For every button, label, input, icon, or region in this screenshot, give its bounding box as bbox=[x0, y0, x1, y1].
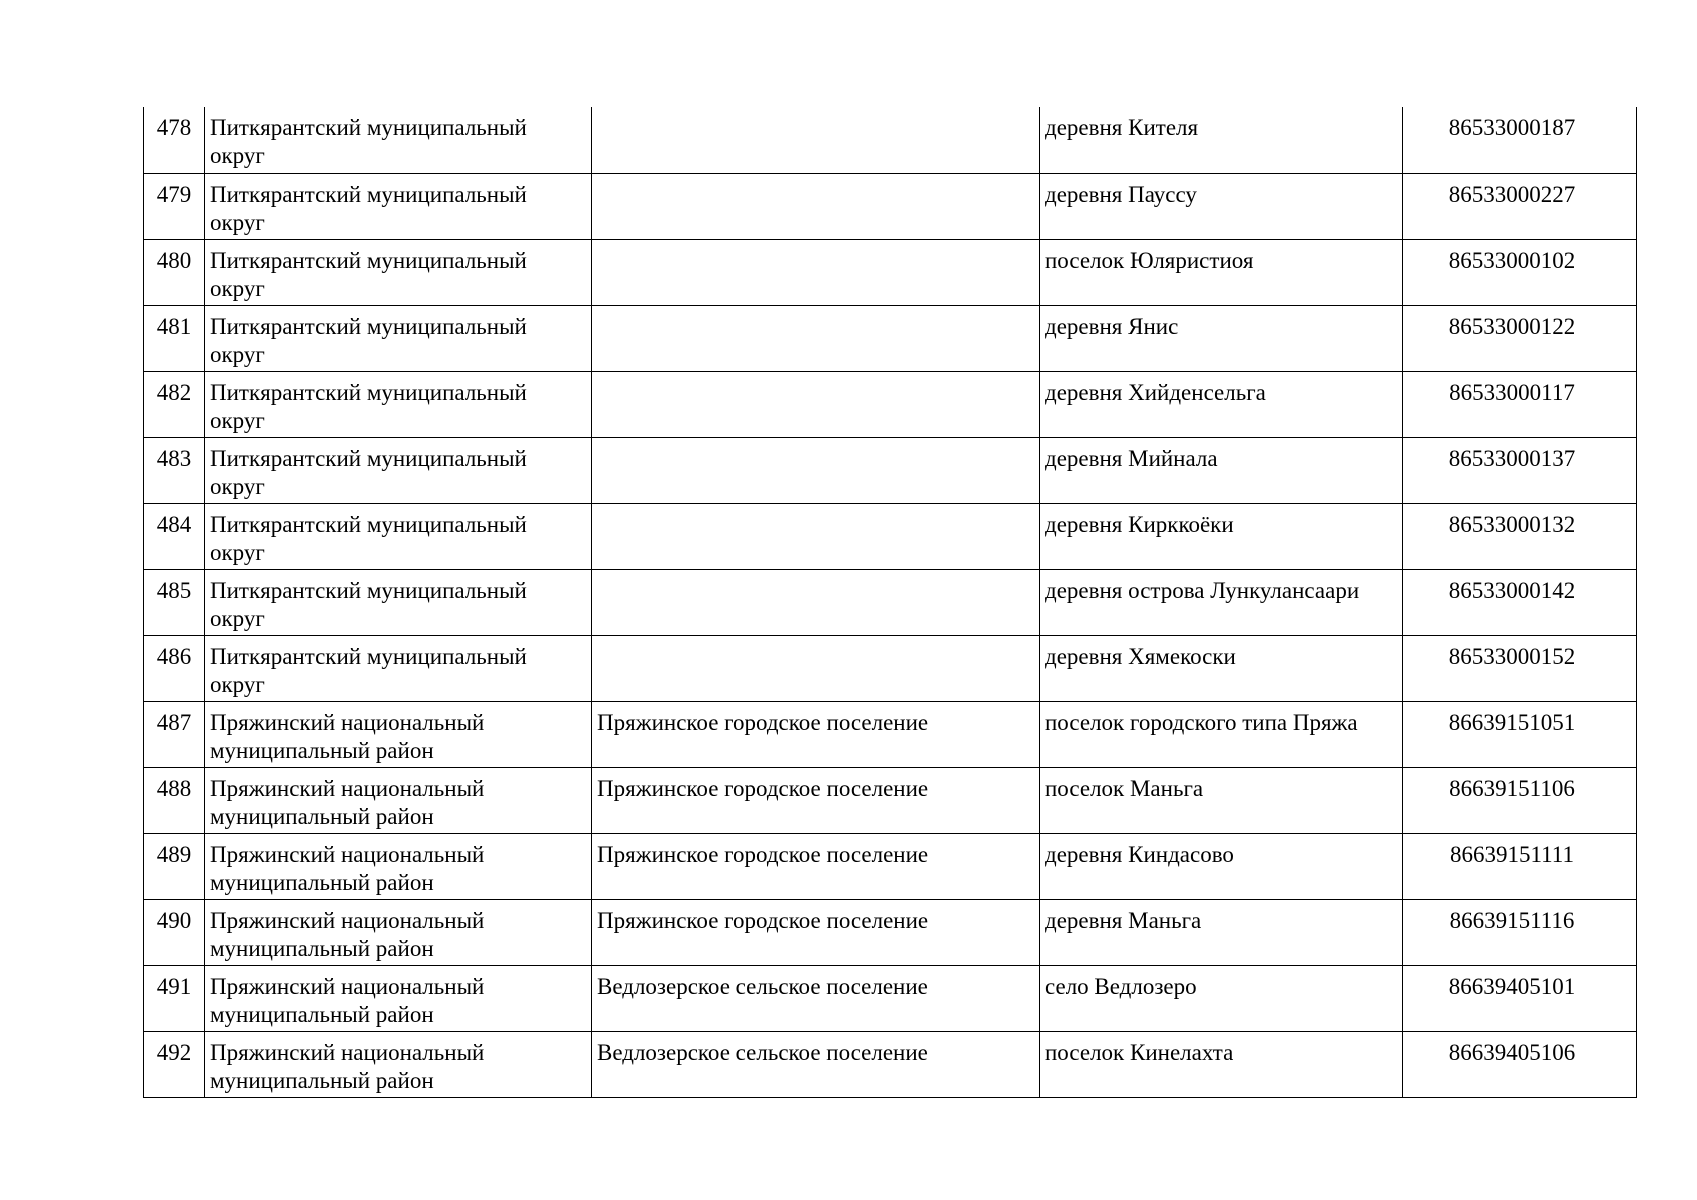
oktmo-code-cell: 86533000187 bbox=[1403, 107, 1637, 173]
table-row bbox=[144, 767, 1637, 833]
district-cell: Пряжинский национальный муниципальный район bbox=[205, 767, 592, 833]
district-cell: Питкярантский муниципальный округ bbox=[205, 569, 592, 635]
district-cell: Пряжинский национальный муниципальный район bbox=[205, 899, 592, 965]
oktmo-code-cell: 86639151111 bbox=[1403, 833, 1637, 899]
locality-cell: поселок Кинелахта bbox=[1040, 1031, 1403, 1097]
oktmo-code-cell: 86533000227 bbox=[1403, 173, 1637, 239]
locality-cell: поселок Маньга bbox=[1040, 767, 1403, 833]
settlement-cell: Пряжинское городское поселение bbox=[592, 899, 1040, 965]
locality-cell: поселок городского типа Пряжа bbox=[1040, 701, 1403, 767]
settlement-cell: Ведлозерское сельское поселение bbox=[592, 965, 1040, 1031]
district-cell: Питкярантский муниципальный округ bbox=[205, 437, 592, 503]
district-cell: Пряжинский национальный муниципальный район bbox=[205, 1031, 592, 1097]
settlement-cell bbox=[592, 305, 1040, 371]
oktmo-code-cell: 86533000122 bbox=[1403, 305, 1637, 371]
table-row bbox=[144, 305, 1637, 371]
locality-cell: деревня Хямекоски bbox=[1040, 635, 1403, 701]
row-number: 485 bbox=[144, 569, 205, 635]
table-row bbox=[144, 899, 1637, 965]
district-cell: Питкярантский муниципальный округ bbox=[205, 635, 592, 701]
locality-cell: деревня Пауссу bbox=[1040, 173, 1403, 239]
oktmo-code-cell: 86639151106 bbox=[1403, 767, 1637, 833]
settlement-cell bbox=[592, 239, 1040, 305]
settlement-cell bbox=[592, 173, 1040, 239]
locality-cell: деревня Маньга bbox=[1040, 899, 1403, 965]
district-cell: Питкярантский муниципальный округ bbox=[205, 173, 592, 239]
row-number: 486 bbox=[144, 635, 205, 701]
oktmo-code-cell: 86533000152 bbox=[1403, 635, 1637, 701]
district-cell: Питкярантский муниципальный округ bbox=[205, 305, 592, 371]
district-cell: Питкярантский муниципальный округ bbox=[205, 503, 592, 569]
row-number: 492 bbox=[144, 1031, 205, 1097]
row-number: 484 bbox=[144, 503, 205, 569]
settlement-cell bbox=[592, 635, 1040, 701]
locality-cell: деревня Киндасово bbox=[1040, 833, 1403, 899]
locality-cell: деревня Кителя bbox=[1040, 107, 1403, 173]
oktmo-code-cell: 86533000142 bbox=[1403, 569, 1637, 635]
district-cell: Питкярантский муниципальный округ bbox=[205, 107, 592, 173]
locality-cell: деревня острова Лункулансаари bbox=[1040, 569, 1403, 635]
row-number: 478 bbox=[144, 107, 205, 173]
district-cell: Пряжинский национальный муниципальный район bbox=[205, 701, 592, 767]
locality-cell: деревня Хийденсельга bbox=[1040, 371, 1403, 437]
oktmo-code-cell: 86639405106 bbox=[1403, 1031, 1637, 1097]
settlement-cell bbox=[592, 503, 1040, 569]
locality-cell: деревня Кирккоёки bbox=[1040, 503, 1403, 569]
row-number: 479 bbox=[144, 173, 205, 239]
settlement-cell bbox=[592, 371, 1040, 437]
district-cell: Пряжинский национальный муниципальный район bbox=[205, 833, 592, 899]
row-number: 480 bbox=[144, 239, 205, 305]
row-number: 491 bbox=[144, 965, 205, 1031]
table-row bbox=[144, 965, 1637, 1031]
oktmo-code-cell: 86639405101 bbox=[1403, 965, 1637, 1031]
table-row bbox=[144, 437, 1637, 503]
row-number: 488 bbox=[144, 767, 205, 833]
row-number: 481 bbox=[144, 305, 205, 371]
oktmo-code-cell: 86639151116 bbox=[1403, 899, 1637, 965]
district-cell: Пряжинский национальный муниципальный район bbox=[205, 965, 592, 1031]
settlement-cell bbox=[592, 437, 1040, 503]
locality-cell: село Ведлозеро bbox=[1040, 965, 1403, 1031]
settlements-table bbox=[143, 107, 1637, 1098]
row-number: 489 bbox=[144, 833, 205, 899]
table-row bbox=[144, 569, 1637, 635]
row-number: 487 bbox=[144, 701, 205, 767]
settlement-cell: Пряжинское городское поселение bbox=[592, 833, 1040, 899]
table-row bbox=[144, 239, 1637, 305]
locality-cell: деревня Янис bbox=[1040, 305, 1403, 371]
row-number: 483 bbox=[144, 437, 205, 503]
settlement-cell bbox=[592, 569, 1040, 635]
table-row bbox=[144, 173, 1637, 239]
table-row bbox=[144, 701, 1637, 767]
oktmo-code-cell: 86533000102 bbox=[1403, 239, 1637, 305]
table-row bbox=[144, 503, 1637, 569]
locality-cell: деревня Мийнала bbox=[1040, 437, 1403, 503]
oktmo-code-cell: 86533000137 bbox=[1403, 437, 1637, 503]
district-cell: Питкярантский муниципальный округ bbox=[205, 371, 592, 437]
table-row bbox=[144, 635, 1637, 701]
district-cell: Питкярантский муниципальный округ bbox=[205, 239, 592, 305]
table-body bbox=[144, 107, 1637, 1097]
row-number: 482 bbox=[144, 371, 205, 437]
settlement-cell: Пряжинское городское поселение bbox=[592, 767, 1040, 833]
table-row bbox=[144, 833, 1637, 899]
table-row bbox=[144, 1031, 1637, 1097]
table-row bbox=[144, 107, 1637, 173]
oktmo-code-cell: 86533000132 bbox=[1403, 503, 1637, 569]
locality-cell: поселок Юляристиоя bbox=[1040, 239, 1403, 305]
row-number: 490 bbox=[144, 899, 205, 965]
settlement-cell: Пряжинское городское поселение bbox=[592, 701, 1040, 767]
oktmo-code-cell: 86533000117 bbox=[1403, 371, 1637, 437]
table-row bbox=[144, 371, 1637, 437]
settlement-cell: Ведлозерское сельское поселение bbox=[592, 1031, 1040, 1097]
settlement-cell bbox=[592, 107, 1040, 173]
oktmo-code-cell: 86639151051 bbox=[1403, 701, 1637, 767]
